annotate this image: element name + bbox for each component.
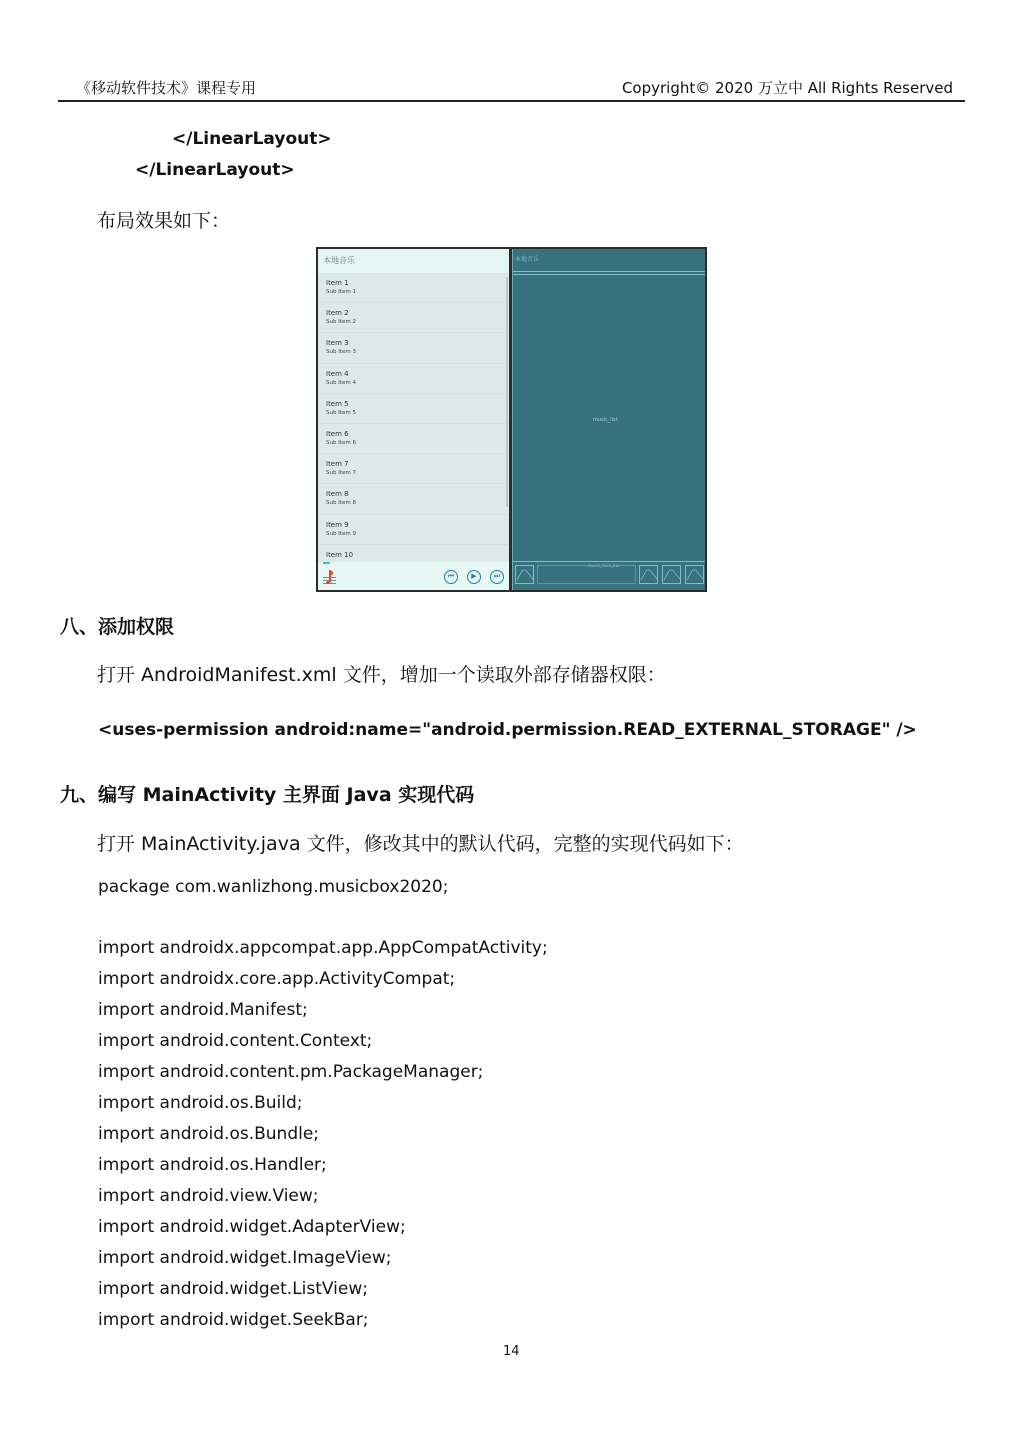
list-item-sub: Sub Item 3	[326, 349, 356, 356]
package-line: package com.wanlizhong.musicbox2020;	[98, 877, 449, 897]
phone-preview	[318, 249, 509, 590]
import-line: import android.view.View;	[98, 1186, 319, 1206]
list-item-sub: Sub Item 6	[326, 439, 356, 446]
image-placeholder-icon	[663, 566, 682, 585]
blueprint-list-label: music_list	[593, 417, 618, 423]
list-item[interactable]	[318, 303, 509, 333]
section8-paragraph: 打开 AndroidManifest.xml 文件，增加一个读取外部存储器权限：	[97, 664, 666, 686]
import-line: import android.Manifest;	[98, 1000, 308, 1020]
import-line: import androidx.appcompat.app.AppCompatActivity;	[98, 938, 548, 958]
blueprint-divider	[513, 274, 705, 275]
list-item-title: Item 10	[326, 550, 354, 559]
section8-heading: 八、添加权限	[60, 616, 175, 638]
list-item[interactable]	[318, 515, 509, 545]
list-item[interactable]	[318, 454, 509, 484]
section9-paragraph: 打开 MainActivity.java 文件，修改其中的默认代码，完整的实现代码如下：	[97, 833, 744, 855]
list-scrollbar[interactable]	[506, 277, 508, 507]
permission-code: <uses-permission android:name="android.permission.READ_EXTERNAL_STORAGE" />	[98, 720, 917, 740]
image-placeholder-icon	[686, 566, 705, 585]
list-item-sub: Sub Item 4	[326, 379, 356, 386]
list-item-title: Item 7	[326, 460, 349, 469]
play-button[interactable]: ▶	[467, 570, 481, 584]
section9-heading: 九、编写 MainActivity 主界面 Java 实现代码	[60, 784, 475, 806]
list-item-title: Item 4	[326, 369, 349, 378]
next-button[interactable]: ⏭	[490, 570, 504, 584]
list-item-sub: Sub Item 9	[326, 530, 356, 537]
image-placeholder-icon	[516, 566, 535, 585]
code-closing-tag-outer: </LinearLayout>	[135, 160, 295, 180]
blueprint-preview	[512, 249, 705, 590]
blueprint-prev-image	[639, 565, 658, 584]
page-number: 14	[503, 1344, 520, 1359]
music-note-icon	[322, 569, 338, 586]
list-item[interactable]	[318, 394, 509, 424]
previous-button[interactable]: ⏮	[444, 570, 458, 584]
import-line: import android.content.Context;	[98, 1031, 373, 1051]
import-line: import android.os.Bundle;	[98, 1124, 320, 1144]
list-item-title: Item 3	[326, 339, 349, 348]
layout-caption: 布局效果如下：	[97, 210, 231, 232]
seek-bar-thumb[interactable]	[323, 562, 330, 564]
list-item-sub: Sub Item 5	[326, 409, 356, 416]
import-line: import androidx.core.app.ActivityCompat;	[98, 969, 456, 989]
list-item[interactable]	[318, 484, 509, 514]
import-line: import android.os.Build;	[98, 1093, 303, 1113]
list-item-title: Item 5	[326, 399, 349, 408]
blueprint-bottom-bar	[513, 561, 705, 588]
import-line: import android.widget.ImageView;	[98, 1248, 392, 1268]
list-item-title: Item 6	[326, 429, 349, 438]
list-item-title: Item 2	[326, 309, 349, 318]
import-line: import android.widget.AdapterView;	[98, 1217, 406, 1237]
list-item-title: Item 1	[326, 279, 349, 287]
import-line: import android.widget.ListView;	[98, 1279, 368, 1299]
image-placeholder-icon	[640, 566, 659, 585]
code-closing-tag-inner: </LinearLayout>	[172, 129, 332, 149]
list-item-title: Item 9	[326, 520, 349, 529]
page-header-right: Copyright© 2020 万立中 All Rights Reserved	[621, 79, 953, 97]
list-item-sub: Sub Item 1	[326, 289, 356, 295]
page-header-left: 《移动软件技术》课程专用	[76, 79, 257, 97]
import-line: import android.os.Handler;	[98, 1155, 327, 1175]
blueprint-seek-bar	[537, 565, 636, 584]
list-item-sub: Sub Item 2	[326, 319, 356, 326]
list-item-sub: Sub Item 7	[326, 470, 356, 477]
blueprint-next-image	[685, 565, 704, 584]
phone-title-bar: 本地音乐	[318, 249, 509, 273]
blueprint-seek-label: music_seek_bar	[588, 563, 620, 568]
list-item[interactable]	[318, 424, 509, 454]
list-item[interactable]	[318, 333, 509, 363]
list-item[interactable]	[318, 364, 509, 394]
list-item-title: Item 8	[326, 490, 349, 499]
list-item-sub: Sub Item 8	[326, 500, 356, 507]
list-item[interactable]	[318, 273, 509, 303]
header-rule	[58, 100, 965, 102]
import-line: import android.widget.SeekBar;	[98, 1310, 369, 1330]
blueprint-image-view	[515, 565, 534, 584]
layout-preview-figure	[316, 247, 707, 592]
import-line: import android.content.pm.PackageManager;	[98, 1062, 484, 1082]
player-bottom-bar	[318, 562, 509, 590]
music-list	[318, 273, 509, 575]
blueprint-title-bar: 本地音乐	[513, 249, 705, 272]
blueprint-play-image	[662, 565, 681, 584]
